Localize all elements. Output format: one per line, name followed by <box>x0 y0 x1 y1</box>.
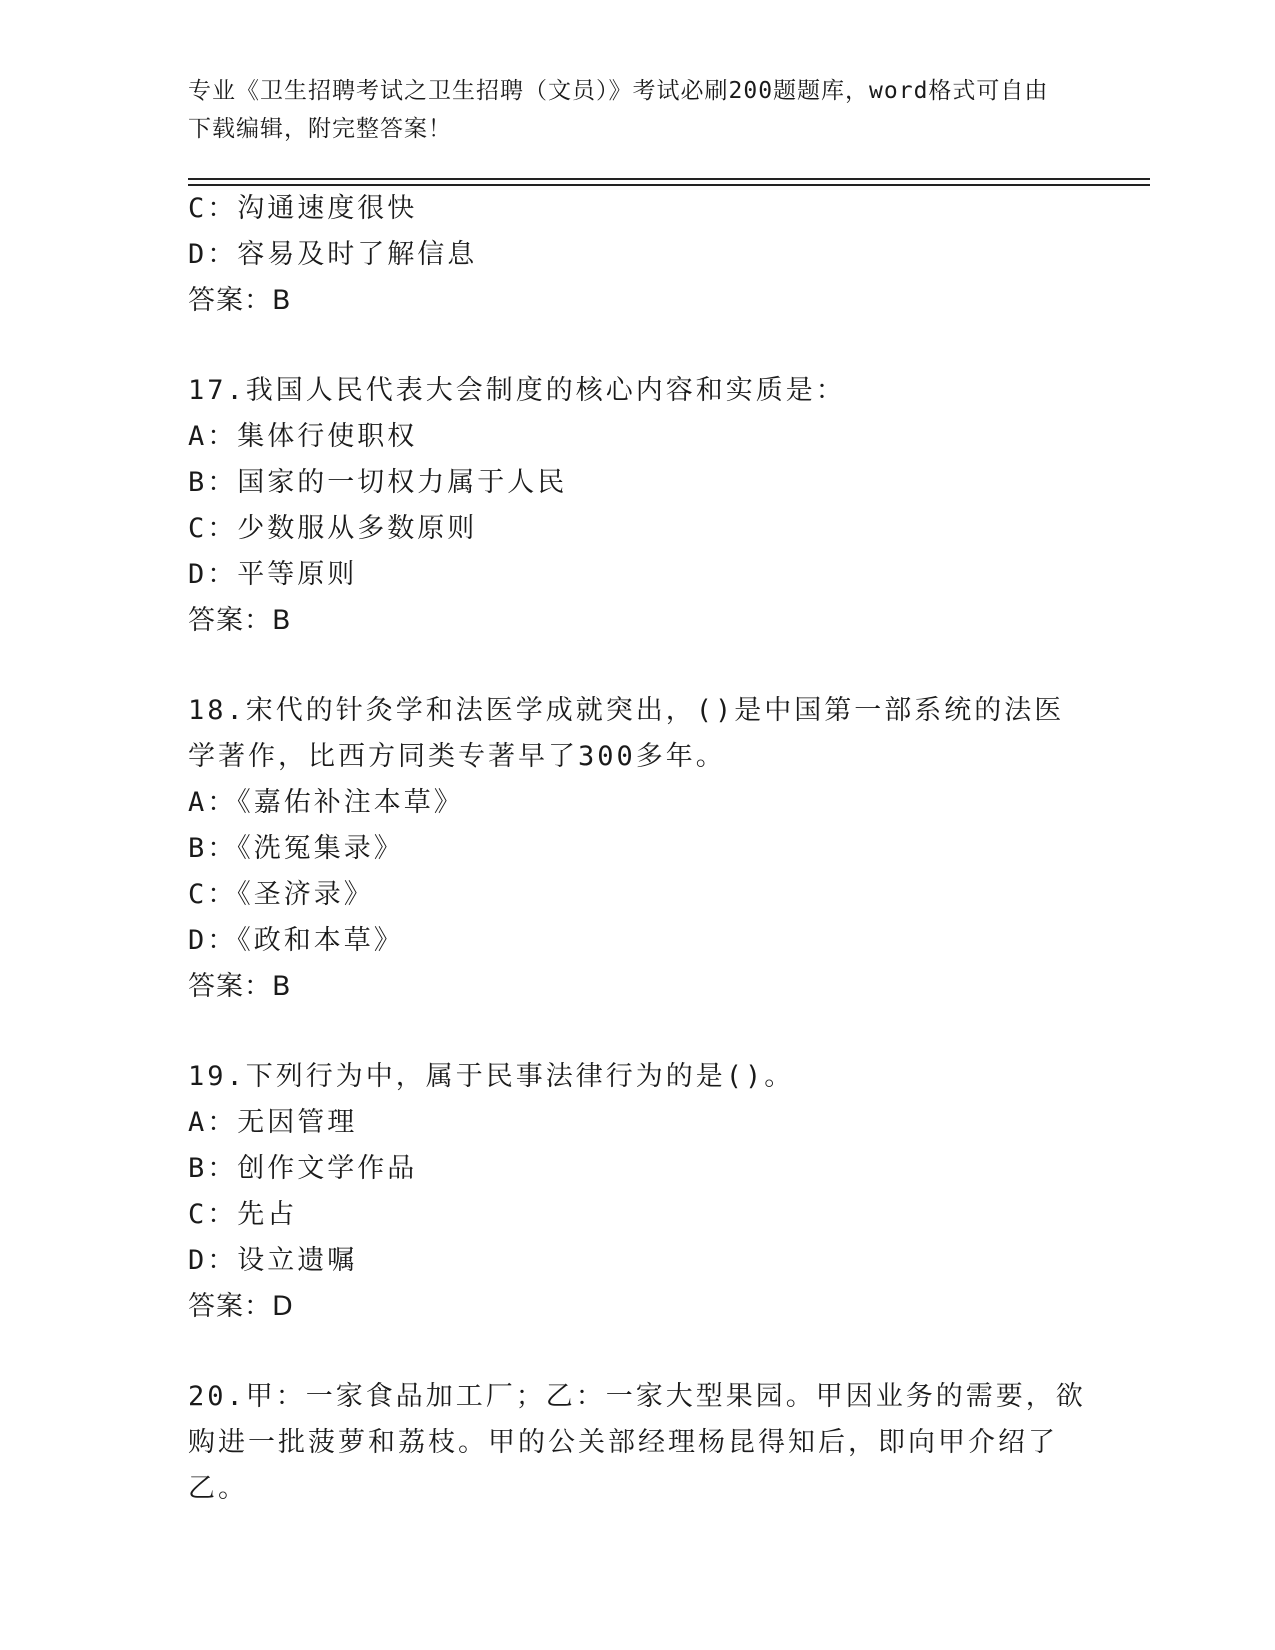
header-divider-top <box>188 178 1150 180</box>
option-c: C：少数服从多数原则 <box>188 513 478 544</box>
question-block-16 <box>188 186 1088 324</box>
question-block-17 <box>188 368 1088 644</box>
option-c: C：先占 <box>188 1199 298 1230</box>
answer-label: 答案：D <box>188 1291 294 1322</box>
option-d: D：平等原则 <box>188 559 358 590</box>
question-block-18 <box>188 688 1088 1010</box>
question-list <box>188 186 1088 1512</box>
option-a: A：《嘉佑补注本草》 <box>188 787 464 818</box>
option-a: A：集体行使职权 <box>188 421 418 452</box>
answer-label: 答案：B <box>188 971 292 1002</box>
option-c: C：沟通速度很快 <box>188 193 418 224</box>
question-block-20 <box>188 1374 1088 1512</box>
option-d: D：设立遗嘱 <box>188 1245 358 1276</box>
option-b: B：国家的一切权力属于人民 <box>188 467 568 498</box>
option-b: B：《洗冤集录》 <box>188 833 404 864</box>
option-c: C：《圣济录》 <box>188 879 374 910</box>
option-d: D：容易及时了解信息 <box>188 239 478 270</box>
answer-label: 答案：B <box>188 605 292 636</box>
document-header: 专业《卫生招聘考试之卫生招聘（文员）》考试必刷200题题库，word格式可自由下载编辑，附完整答案！ <box>188 78 1049 142</box>
question-stem: 20.甲：一家食品加工厂；乙：一家大型果园。甲因业务的需要，欲购进一批菠萝和荔枝。甲的公关部经理杨昆得知后，即向甲介绍了乙。 <box>188 1381 1086 1504</box>
question-stem: 19.下列行为中，属于民事法律行为的是()。 <box>188 1061 795 1092</box>
question-stem: 17.我国人民代表大会制度的核心内容和实质是： <box>188 375 846 406</box>
option-d: D：《政和本草》 <box>188 925 404 956</box>
option-b: B：创作文学作品 <box>188 1153 418 1184</box>
question-block-19 <box>188 1054 1088 1330</box>
question-stem: 18.宋代的针灸学和法医学成就突出，()是中国第一部系统的法医学著作，比西方同类专著早了300多年。 <box>188 695 1065 772</box>
option-a: A：无因管理 <box>188 1107 358 1138</box>
answer-label: 答案：B <box>188 285 292 316</box>
